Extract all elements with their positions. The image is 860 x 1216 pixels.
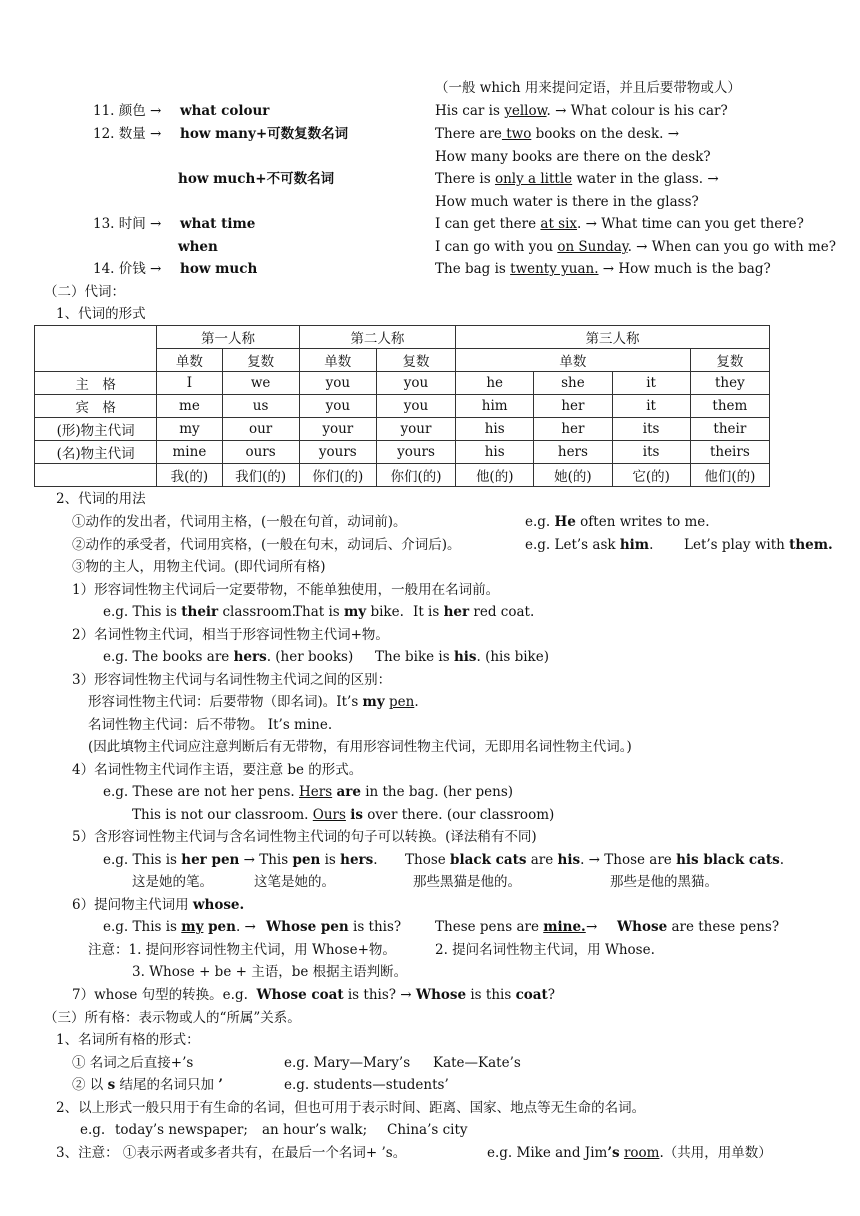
table-cell: we	[222, 372, 299, 395]
table-cell: mine	[157, 441, 222, 464]
wh-num: 14. 价钱 →	[93, 261, 162, 277]
usage-object: ②动作的承受者，代词用宾格，(一般在句末，动词后、介词后)。	[72, 537, 461, 553]
rule-6-example: Whose pen is this?	[266, 919, 402, 935]
table-cell: her	[534, 395, 612, 418]
possessive-form-2-example: e.g. students—students’	[284, 1077, 449, 1093]
table-header-number: 单数	[456, 349, 691, 372]
wh-example: There are two books on the desk. →	[435, 126, 680, 142]
wh-num: 12. 数量 →	[93, 126, 162, 142]
table-cell: 她(的)	[534, 464, 612, 487]
possessive-note: 3、注意： ①表示两者或多者共有，在最后一个名词+ ’s。	[56, 1145, 407, 1161]
table-cell: you	[376, 372, 455, 395]
table-cell: yours	[376, 441, 455, 464]
table-row	[35, 441, 770, 464]
table-cell: 你们(的)	[299, 464, 376, 487]
rule-6-example: These pens are mine.	[435, 919, 586, 935]
table-header-number: 单数	[299, 349, 376, 372]
note-3: 3. Whose + be + 主语，be 根据主语判断。	[132, 964, 408, 980]
table-cell: 我(的)	[157, 464, 222, 487]
wh-example: The bag is twenty yuan. → How much is the bag?	[435, 261, 771, 277]
row-label	[35, 464, 157, 487]
wh-num: 11. 颜色 →	[93, 103, 162, 119]
rule-6-example: Whose are these pens?	[617, 919, 780, 935]
section-title-pronouns: （二）代词：	[44, 284, 125, 300]
wh-word: what colour	[180, 103, 270, 119]
wh-example: I can get there at six. → What time can you get there?	[435, 216, 804, 232]
note-1: 注意：1. 提问形容词性物主代词，用 Whose+物。	[88, 942, 396, 958]
table-cell: you	[376, 395, 455, 418]
usage-possessive: ③物的主人，用物主代词。(即代词所有格)	[72, 559, 326, 575]
note-2: 2. 提问名词性物主代词，用 Whose.	[435, 942, 655, 958]
section-title-possessive: （三）所有格：表示物或人的“所属”关系。	[44, 1010, 301, 1026]
rule-1-example: e.g. This is their classroom.	[103, 604, 297, 620]
wh-word: when	[178, 239, 218, 255]
rule-7: 7）whose 句型的转换。e.g. Whose coat is this? → Whose is this coat?	[72, 987, 556, 1003]
rule-2-example: e.g. The books are hers. (her books)	[103, 649, 354, 665]
possessive-note-example: e.g. Mike and Jim’s room.（共用，用单数）	[487, 1145, 772, 1161]
translation: 那些黑猫是他的。	[413, 874, 521, 890]
table-cell: ours	[222, 441, 299, 464]
table-row	[35, 418, 770, 441]
usage-object-example: Let’s play with them.	[684, 537, 833, 553]
possessive-usage-example: an hour’s walk;	[262, 1122, 368, 1138]
usage-subject: ①动作的发出者，代词用主格，(一般在句首，动词前)。	[72, 514, 407, 530]
rule-3-note: (因此填物主代词应注意判断后有无带物，有用形容词性物主代词，无即用名词性物主代词。)	[88, 739, 632, 755]
possessive-usage: 2、以上形式一般只用于有生命的名词，但也可用于表示时间、距离、国家、地点等无生命的名词。	[56, 1100, 646, 1116]
rule-3-adjective: 形容词性物主代词：后要带物（即名词)。It’s my pen.	[88, 694, 419, 710]
table-cell: you	[299, 395, 376, 418]
table-cell: it	[612, 395, 690, 418]
table-cell: me	[157, 395, 222, 418]
possessive-usage-example: today’s newspaper;	[115, 1122, 248, 1138]
table-cell: she	[534, 372, 612, 395]
table-row	[35, 464, 770, 487]
wh-example: How many books are there on the desk?	[435, 149, 711, 165]
row-label: (名)物主代词	[35, 441, 157, 464]
table-cell: theirs	[690, 441, 769, 464]
rule-3-noun: 名词性物主代词：后不带物。 It’s mine.	[88, 717, 333, 733]
arrow-icon: →	[586, 919, 598, 935]
rule-5-example: Those black cats are his. → Those are his black cats.	[405, 852, 785, 868]
table-row	[35, 326, 770, 349]
rule-4-example: This is not our classroom. Ours is over there. (our classroom)	[132, 807, 555, 823]
table-row	[35, 372, 770, 395]
table-cell: 你们(的)	[376, 464, 455, 487]
wh-word: how much+不可数名词	[178, 171, 335, 187]
translation: 这笔是她的。	[254, 874, 335, 890]
table-cell: they	[690, 372, 769, 395]
table-cell: its	[612, 441, 690, 464]
table-header-number: 复数	[690, 349, 769, 372]
pronoun-table	[34, 325, 770, 487]
rule-2: 2）名词性物主代词，相当于形容词性物主代词+物。	[72, 627, 389, 643]
usage-object-example: e.g. Let’s ask him.	[525, 537, 654, 553]
wh-num: 13. 时间 →	[93, 216, 162, 232]
table-cell: him	[456, 395, 534, 418]
wh-word: how many+可数复数名词	[180, 126, 349, 142]
rule-5: 5）含形容词性物主代词与含名词性物主代词的句子可以转换。(译法稍有不同)	[72, 829, 537, 845]
table-cell: his	[456, 418, 534, 441]
row-label: 主 格	[35, 372, 157, 395]
table-cell: 他(的)	[456, 464, 534, 487]
which-note: （一般 which 用来提问定语，并且后要带物或人）	[435, 80, 741, 96]
row-label: 宾 格	[35, 395, 157, 418]
possessive-form-1-example: e.g. Mary—Mary’s	[284, 1055, 411, 1071]
wh-word: what time	[180, 216, 256, 232]
table-cell: its	[612, 418, 690, 441]
rule-5-example: e.g. This is her pen → This pen is hers.	[103, 852, 378, 868]
possessive-form-1: ① 名词之后直接+’s	[72, 1055, 194, 1071]
table-header-number: 复数	[376, 349, 455, 372]
subsection-pronoun-usage: 2、代词的用法	[56, 491, 146, 507]
wh-example: I can go with you on Sunday. → When can you go with me?	[435, 239, 837, 255]
table-cell: you	[299, 372, 376, 395]
translation: 那些是他的黑猫。	[610, 874, 718, 890]
table-cell: my	[157, 418, 222, 441]
table-cell: hers	[534, 441, 612, 464]
possessive-form-2: ② 以 s 结尾的名词只加 ’	[72, 1077, 223, 1093]
rule-1-example: It is her red coat.	[413, 604, 535, 620]
table-cell: your	[299, 418, 376, 441]
table-cell: 他们(的)	[690, 464, 769, 487]
rule-4: 4）名词性物主代词作主语，要注意 be 的形式。	[72, 762, 363, 778]
wh-example: His car is yellow. → What colour is his car?	[435, 103, 728, 119]
table-cell: our	[222, 418, 299, 441]
table-cell: I	[157, 372, 222, 395]
table-cell: their	[690, 418, 769, 441]
table-header-number: 单数	[157, 349, 222, 372]
rule-1-example: That is my bike.	[293, 604, 404, 620]
possessive-usage-example: e.g.	[80, 1122, 106, 1138]
table-header-number: 复数	[222, 349, 299, 372]
rule-6: 6）提问物主代词用 whose.	[72, 897, 245, 913]
table-cell: yours	[299, 441, 376, 464]
table-cell: her	[534, 418, 612, 441]
table-header-person: 第一人称	[157, 326, 299, 349]
possessive-form-1-example: Kate—Kate’s	[433, 1055, 521, 1071]
row-label: (形)物主代词	[35, 418, 157, 441]
possessive-usage-example: China’s city	[387, 1122, 468, 1138]
rule-4-example: e.g. These are not her pens. Hers are in the bag. (her pens)	[103, 784, 514, 800]
table-header-person: 第三人称	[456, 326, 770, 349]
subsection-pronoun-forms: 1、代词的形式	[56, 306, 146, 322]
table-corner	[35, 326, 157, 372]
table-cell: it	[612, 372, 690, 395]
table-cell: them	[690, 395, 769, 418]
rule-3: 3）形容词性物主代词与名词性物主代词之间的区别：	[72, 672, 392, 688]
wh-example: How much water is there in the glass?	[435, 194, 699, 210]
wh-word: how much	[180, 261, 258, 277]
rule-2-example: The bike is his. (his bike)	[375, 649, 549, 665]
table-cell: us	[222, 395, 299, 418]
wh-example: There is only a little water in the glass. →	[435, 171, 719, 187]
rule-1: 1）形容词性物主代词后一定要带物，不能单独使用，一般用在名词前。	[72, 582, 500, 598]
table-cell: his	[456, 441, 534, 464]
table-header-person: 第二人称	[299, 326, 455, 349]
table-row	[35, 395, 770, 418]
translation: 这是她的笔。	[132, 874, 213, 890]
table-cell: he	[456, 372, 534, 395]
usage-subject-example: e.g. He often writes to me.	[525, 514, 710, 530]
table-cell: 它(的)	[612, 464, 690, 487]
rule-6-example: e.g. This is my pen. →	[103, 919, 256, 935]
table-cell: your	[376, 418, 455, 441]
possessive-forms-title: 1、名词所有格的形式：	[56, 1032, 200, 1048]
table-cell: 我们(的)	[222, 464, 299, 487]
